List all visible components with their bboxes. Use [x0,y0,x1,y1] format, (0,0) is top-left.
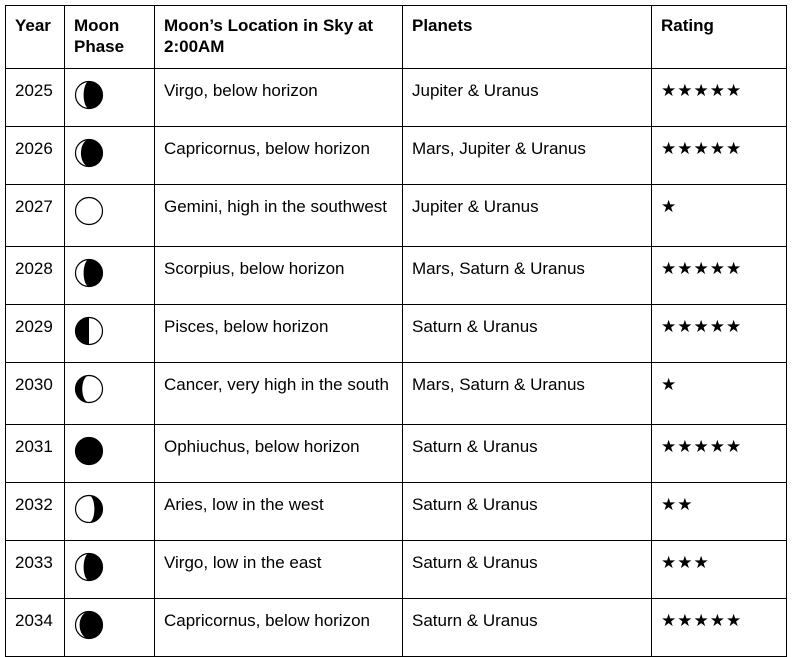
waning-gibbous-icon [74,494,104,524]
cell-location: Virgo, below horizon [155,69,403,127]
waning-crescent-icon [74,610,104,640]
header-planets: Planets [403,6,652,69]
cell-year: 2032 [6,483,65,541]
cell-moon-phase [65,363,155,425]
cell-moon-phase [65,599,155,657]
header-row [6,6,787,69]
table-row [6,127,787,185]
cell-planets: Mars, Jupiter & Uranus [403,127,652,185]
cell-moon-phase [65,425,155,483]
cell-moon-phase [65,305,155,363]
cell-planets: Jupiter & Uranus [403,69,652,127]
cell-moon-phase [65,69,155,127]
cell-planets: Saturn & Uranus [403,483,652,541]
cell-planets: Jupiter & Uranus [403,185,652,247]
cell-location: Capricornus, below horizon [155,127,403,185]
cell-rating-stars: ★★★★★ [652,425,787,483]
header-moon-phase: Moon Phase [65,6,155,69]
new-moon-icon [74,436,104,466]
table-body [6,69,787,657]
cell-planets: Mars, Saturn & Uranus [403,363,652,425]
cell-moon-phase [65,127,155,185]
cell-rating-stars: ★ [652,363,787,425]
table-row [6,363,787,425]
cell-location: Pisces, below horizon [155,305,403,363]
waning-crescent-icon [74,138,104,168]
cell-year: 2028 [6,247,65,305]
waning-crescent-icon [74,80,104,110]
cell-location: Aries, low in the west [155,483,403,541]
waning-crescent-icon [74,258,104,288]
table-row [6,483,787,541]
cell-year: 2033 [6,541,65,599]
cell-planets: Saturn & Uranus [403,425,652,483]
cell-year: 2029 [6,305,65,363]
cell-rating-stars: ★★★★★ [652,305,787,363]
table-row [6,69,787,127]
cell-location: Cancer, very high in the south [155,363,403,425]
cell-location: Gemini, high in the southwest [155,185,403,247]
cell-planets: Saturn & Uranus [403,541,652,599]
cell-location: Ophiuchus, below horizon [155,425,403,483]
cell-year: 2034 [6,599,65,657]
waning-crescent-icon [74,552,104,582]
cell-rating-stars: ★★★★★ [652,599,787,657]
cell-moon-phase [65,483,155,541]
cell-moon-phase [65,541,155,599]
cell-planets: Saturn & Uranus [403,599,652,657]
cell-planets: Mars, Saturn & Uranus [403,247,652,305]
cell-year: 2025 [6,69,65,127]
cell-rating-stars: ★ [652,185,787,247]
cell-rating-stars: ★★★★★ [652,69,787,127]
cell-rating-stars: ★★ [652,483,787,541]
table-row [6,247,787,305]
cell-year: 2031 [6,425,65,483]
cell-year: 2027 [6,185,65,247]
cell-year: 2030 [6,363,65,425]
moon-phase-table [5,5,787,657]
full-moon-icon [74,196,104,226]
cell-moon-phase [65,185,155,247]
table-row [6,541,787,599]
cell-location: Capricornus, below horizon [155,599,403,657]
cell-rating-stars: ★★★★★ [652,247,787,305]
cell-planets: Saturn & Uranus [403,305,652,363]
waxing-gibbous-icon [74,374,104,404]
header-year: Year [6,6,65,69]
header-rating: Rating [652,6,787,69]
table-row [6,185,787,247]
cell-location: Virgo, low in the east [155,541,403,599]
cell-moon-phase [65,247,155,305]
cell-rating-stars: ★★★★★ [652,127,787,185]
cell-rating-stars: ★★★ [652,541,787,599]
cell-location: Scorpius, below horizon [155,247,403,305]
table-row [6,425,787,483]
header-location: Moon’s Location in Sky at 2:00AM [155,6,403,69]
first-quarter-icon [74,316,104,346]
table-row [6,305,787,363]
cell-year: 2026 [6,127,65,185]
table-row [6,599,787,657]
